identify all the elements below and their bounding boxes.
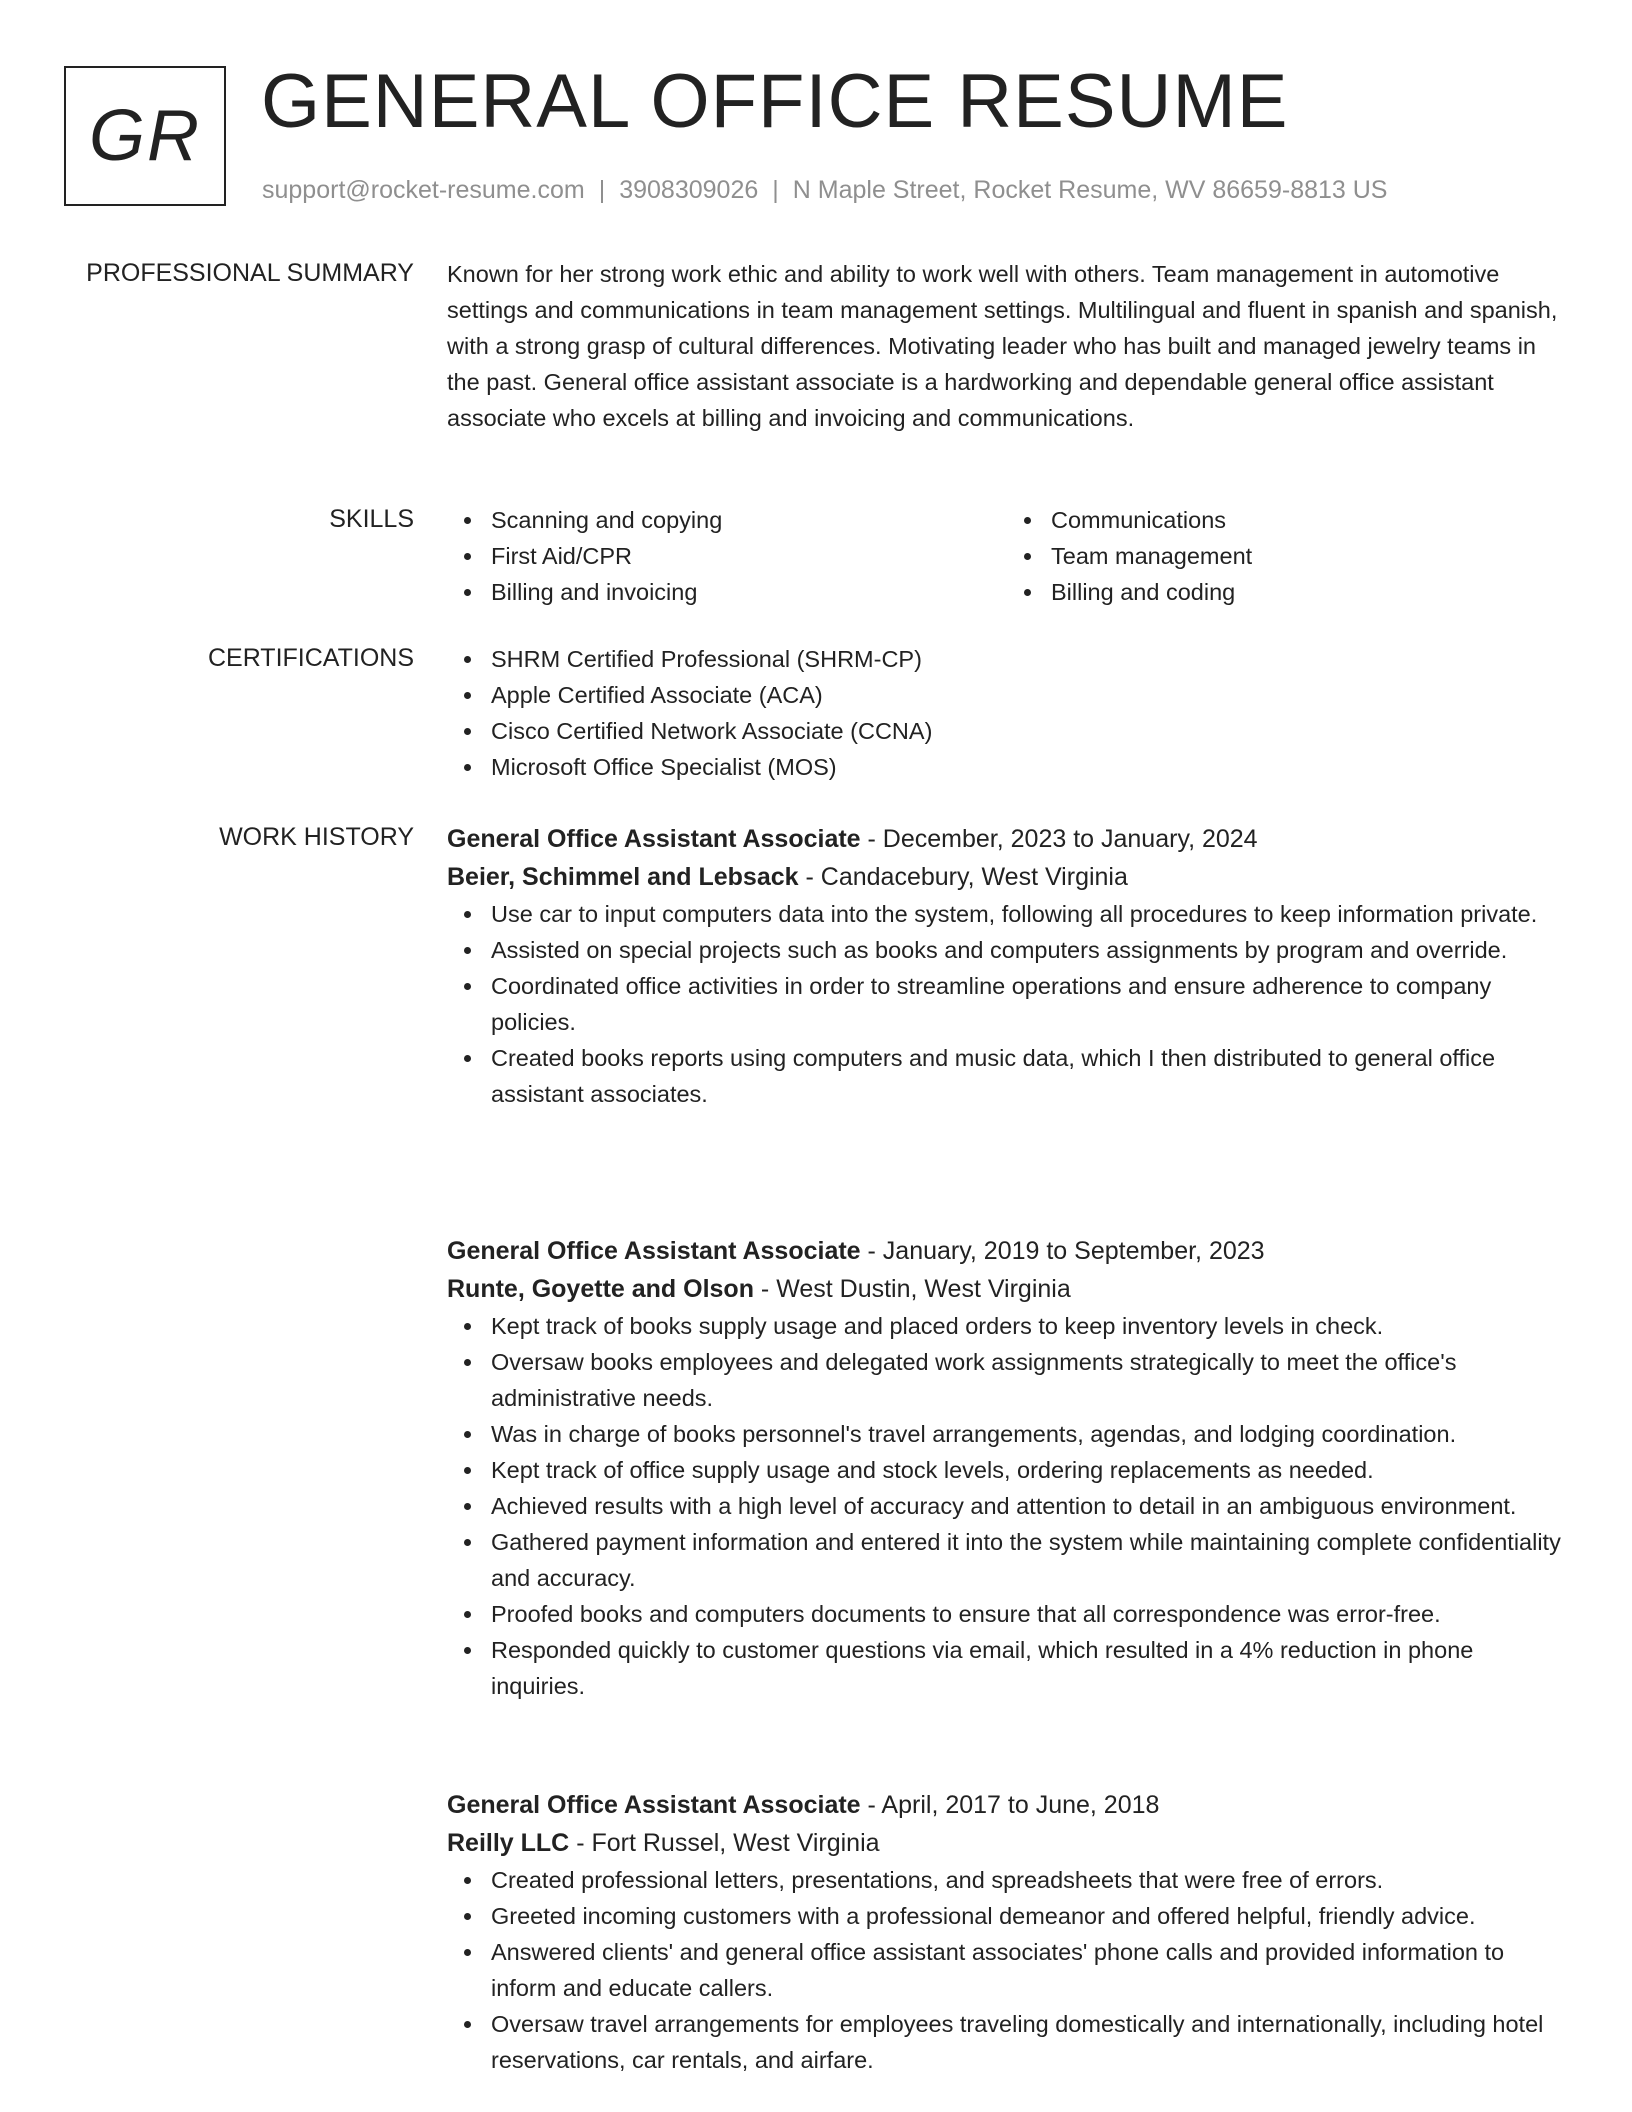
- job-duty-item: Created professional letters, presentations, and spreadsheets that were free of errors.: [491, 1862, 1567, 1898]
- job-company: Beier, Schimmel and Lebsack: [447, 863, 799, 891]
- skill-item: Billing and coding: [1051, 574, 1567, 610]
- skills-list-right: [1007, 502, 1567, 610]
- summary-text: Known for her strong work ethic and ability to work well with others. Team management in automotive settings and communications in team management settings. Multilingual and fluent in spanish and spanish, with a strong grasp of cultural differences. Motivating leader who has built and managed jewelry teams in the past. General office assistant associate is a hardworking and dependable general office assistant associate who excels at billing and invoicing and communications.: [447, 261, 1558, 431]
- job-duty-item: Responded quickly to customer questions via email, which resulted in a 4% reduction in phone inquiries.: [491, 1632, 1567, 1704]
- job-duties-list: [447, 896, 1567, 1112]
- skill-item: Team management: [1051, 538, 1567, 574]
- job-title-line: [447, 1232, 1567, 1270]
- job-role: General Office Assistant Associate: [447, 1791, 861, 1819]
- skill-item: Communications: [1051, 502, 1567, 538]
- job-entry: [447, 1786, 1567, 2078]
- contact-separator: |: [598, 176, 606, 204]
- job-duty-item: Achieved results with a high level of accuracy and attention to detail in an ambiguous environment.: [491, 1488, 1567, 1524]
- job-duty-item: Assisted on special projects such as books and computers assignments by program and override.: [491, 932, 1567, 968]
- job-duty-item: Greeted incoming customers with a professional demeanor and offered helpful, friendly advice.: [491, 1898, 1567, 1934]
- job-duty-item: Created books reports using computers and music data, which I then distributed to general office assistant associates.: [491, 1040, 1567, 1112]
- section-title-work-history: WORK HISTORY: [219, 823, 414, 851]
- contact-phone: 3908309026: [619, 176, 759, 204]
- job-company-line: [447, 1270, 1567, 1308]
- job-duties-list: [447, 1308, 1567, 1704]
- certification-item: Microsoft Office Specialist (MOS): [491, 749, 1567, 785]
- contact-line: [262, 174, 1387, 206]
- job-title-line: [447, 1786, 1567, 1824]
- job-entry: [447, 1232, 1567, 1704]
- skill-item: First Aid/CPR: [491, 538, 1007, 574]
- job-dates: - December, 2023 to January, 2024: [860, 825, 1258, 853]
- job-duty-item: Oversaw books employees and delegated work assignments strategically to meet the office's administrative needs.: [491, 1344, 1567, 1416]
- skills-list-left: [447, 502, 1007, 610]
- job-role: General Office Assistant Associate: [447, 1237, 861, 1265]
- certification-item: Apple Certified Associate (ACA): [491, 677, 1567, 713]
- job-duty-item: Kept track of books supply usage and placed orders to keep inventory levels in check.: [491, 1308, 1567, 1344]
- contact-address: N Maple Street, Rocket Resume, WV 86659-8813 US: [792, 176, 1388, 204]
- resume-name: GENERAL OFFICE RESUME: [261, 59, 1289, 144]
- section-title-skills: SKILLS: [329, 505, 414, 533]
- job-duty-item: Kept track of office supply usage and stock levels, ordering replacements as needed.: [491, 1452, 1567, 1488]
- certification-item: SHRM Certified Professional (SHRM-CP): [491, 641, 1567, 677]
- job-duty-item: Proofed books and computers documents to ensure that all correspondence was error-free.: [491, 1596, 1567, 1632]
- job-company-line: [447, 1824, 1567, 1862]
- contact-separator: |: [772, 176, 779, 204]
- section-title-certifications: CERTIFICATIONS: [207, 644, 414, 672]
- section-title-summary: PROFESSIONAL SUMMARY: [86, 259, 414, 287]
- job-duty-item: Use car to input computers data into the system, following all procedures to keep information private.: [491, 896, 1567, 932]
- job-location: - West Dustin, West Virginia: [753, 1275, 1071, 1303]
- job-location: - Candacebury, West Virginia: [798, 863, 1128, 891]
- job-duty-item: Was in charge of books personnel's travel arrangements, agendas, and lodging coordination.: [491, 1416, 1567, 1452]
- job-company: Runte, Goyette and Olson: [447, 1275, 754, 1303]
- job-duty-item: Coordinated office activities in order to streamline operations and ensure adherence to company policies.: [491, 968, 1567, 1040]
- job-location: - Fort Russel, West Virginia: [569, 1829, 880, 1857]
- job-company: Reilly LLC: [447, 1829, 570, 1857]
- job-company-line: [447, 858, 1567, 896]
- job-role: General Office Assistant Associate: [447, 825, 861, 853]
- job-entry: [447, 820, 1567, 1112]
- job-duty-item: Gathered payment information and entered it into the system while maintaining complete confidentiality and accuracy.: [491, 1524, 1567, 1596]
- certification-item: Cisco Certified Network Associate (CCNA): [491, 713, 1567, 749]
- job-duties-list: [447, 1862, 1567, 2078]
- job-duty-item: Oversaw travel arrangements for employees traveling domestically and internationally, including hotel reservations, car rentals, and airfare.: [491, 2006, 1567, 2078]
- job-dates: - April, 2017 to June, 2018: [860, 1791, 1160, 1819]
- skills-columns: [447, 502, 1567, 610]
- job-duty-item: Answered clients' and general office assistant associates' phone calls and provided information to inform and educate callers.: [491, 1934, 1567, 2006]
- monogram-logo: GR: [64, 66, 226, 206]
- job-dates: - January, 2019 to September, 2023: [860, 1237, 1265, 1265]
- skill-item: Scanning and copying: [491, 502, 1007, 538]
- certifications-list: [447, 641, 1567, 785]
- contact-email: support@rocket-resume.com: [262, 176, 585, 204]
- certifications-body: [447, 641, 1567, 785]
- skill-item: Billing and invoicing: [491, 574, 1007, 610]
- job-title-line: [447, 820, 1567, 858]
